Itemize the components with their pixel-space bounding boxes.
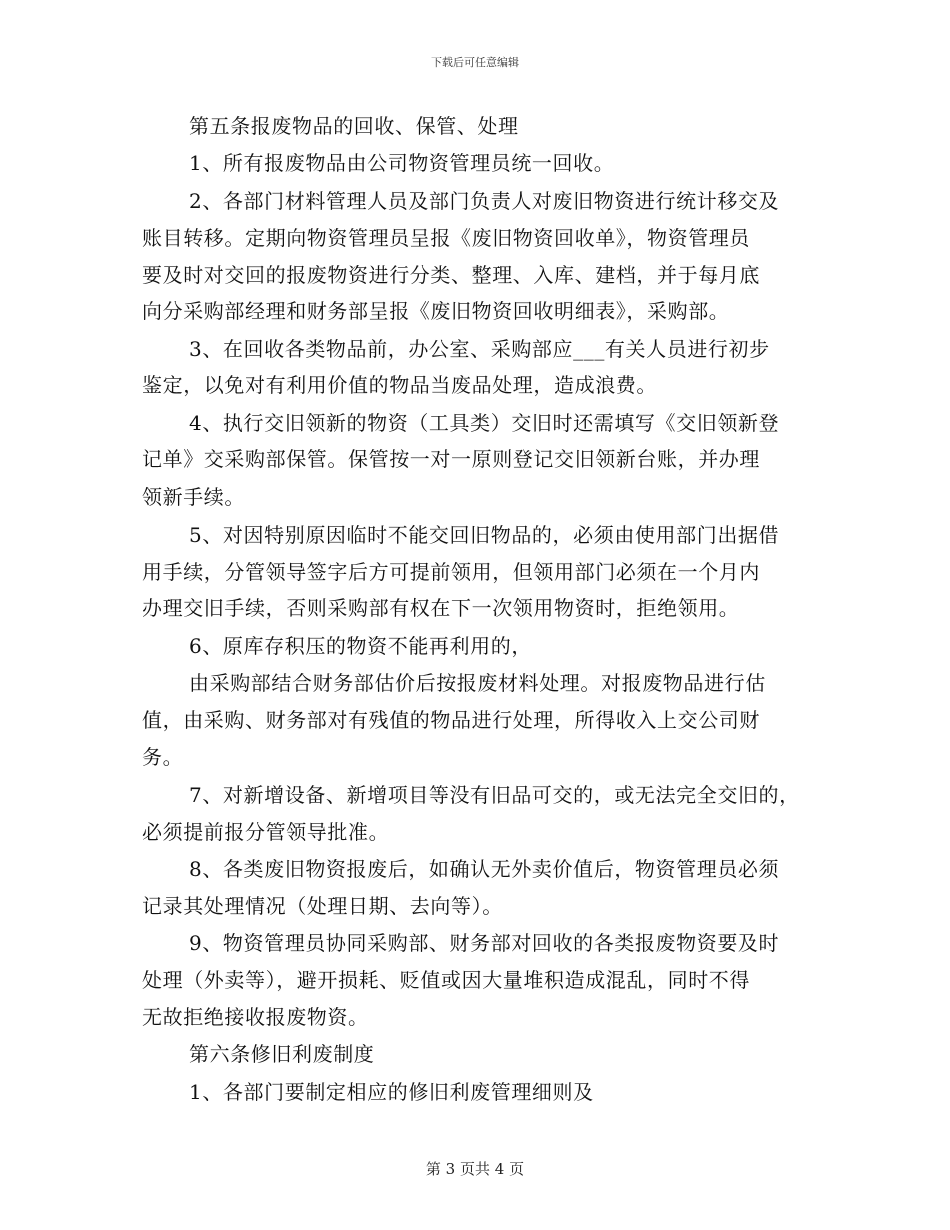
section-heading: 第五条报废物品的回收、保管、处理 (189, 114, 519, 138)
paragraph-line: 办理交旧手续，否则采购部有权在下一次领用物资时，拒绝领用。 (142, 596, 740, 620)
paragraph-line: 值，由采购、财务部对有残值的物品进行处理，所得收入上交公司财 (142, 708, 760, 732)
paragraph-line: 领新手续。 (142, 485, 245, 509)
paragraph-line: 处理（外卖等），避开损耗、贬值或因大量堆积造成混乱，同时不得 (142, 968, 750, 992)
page-number: 第 3 页共 4 页 (425, 1160, 525, 1178)
paragraph-line: 5、对因特别原因临时不能交回旧物品的，必须由使用部门出据借 (189, 523, 780, 547)
paragraph-line: 记录其处理情况（处理日期、去向等）。 (142, 894, 503, 918)
paragraph-line: 务。 (142, 745, 184, 769)
paragraph-line: 9、物资管理员协同采购部、财务部对回收的各类报废物资要及时 (189, 931, 780, 955)
page-header: 下载后可任意编辑 (431, 56, 519, 69)
paragraph-line: 由采购部结合财务部估价后按报废材料处理。对报废物品进行估 (189, 671, 766, 695)
paragraph-line: 无故拒绝接收报废物资。 (142, 1005, 369, 1029)
paragraph-line: 1、各部门要制定相应的修旧利废管理细则及 (189, 1080, 594, 1104)
paragraph-line: 必须提前报分管领导批准。 (142, 820, 390, 844)
paragraph-line: 要及时对交回的报废物资进行分类、整理、入库、建档，并于每月底 (142, 263, 760, 287)
paragraph-line: 记单》交采购部保管。保管按一对一原则登记交旧领新台账，并办理 (142, 447, 760, 471)
paragraph-line: 2、各部门材料管理人员及部门负责人对废旧物资进行统计移交及 (189, 189, 780, 213)
paragraph-line: 鉴定，以免对有利用价值的物品当废品处理，造成浪费。 (142, 373, 657, 397)
paragraph-line: 用手续，分管领导签字后方可提前领用，但领用部门必须在一个月内 (142, 560, 760, 584)
paragraph-line: 7、对新增设备、新增项目等没有旧品可交的，或无法完全交旧的， (189, 783, 800, 807)
paragraph-line: 向分采购部经理和财务部呈报《废旧物资回收明细表》，采购部。 (142, 299, 730, 323)
paragraph-line: 4、执行交旧领新的物资（工具类）交旧时还需填写《交旧领新登 (189, 411, 780, 435)
paragraph-line: 1、所有报废物品由公司物资管理员统一回收。 (189, 151, 615, 175)
paragraph-line: 账目转移。定期向物资管理员呈报《废旧物资回收单》，物资管理员 (142, 226, 750, 250)
paragraph-line: 6、原库存积压的物资不能再利用的， (189, 634, 532, 658)
paragraph-line: 3、在回收各类物品前，办公室、采购部应___有关人员进行初步 (189, 337, 770, 361)
paragraph-line: 8、各类废旧物资报废后，如确认无外卖价值后，物资管理员必须 (189, 857, 780, 881)
section-heading: 第六条修旧利废制度 (189, 1042, 375, 1066)
